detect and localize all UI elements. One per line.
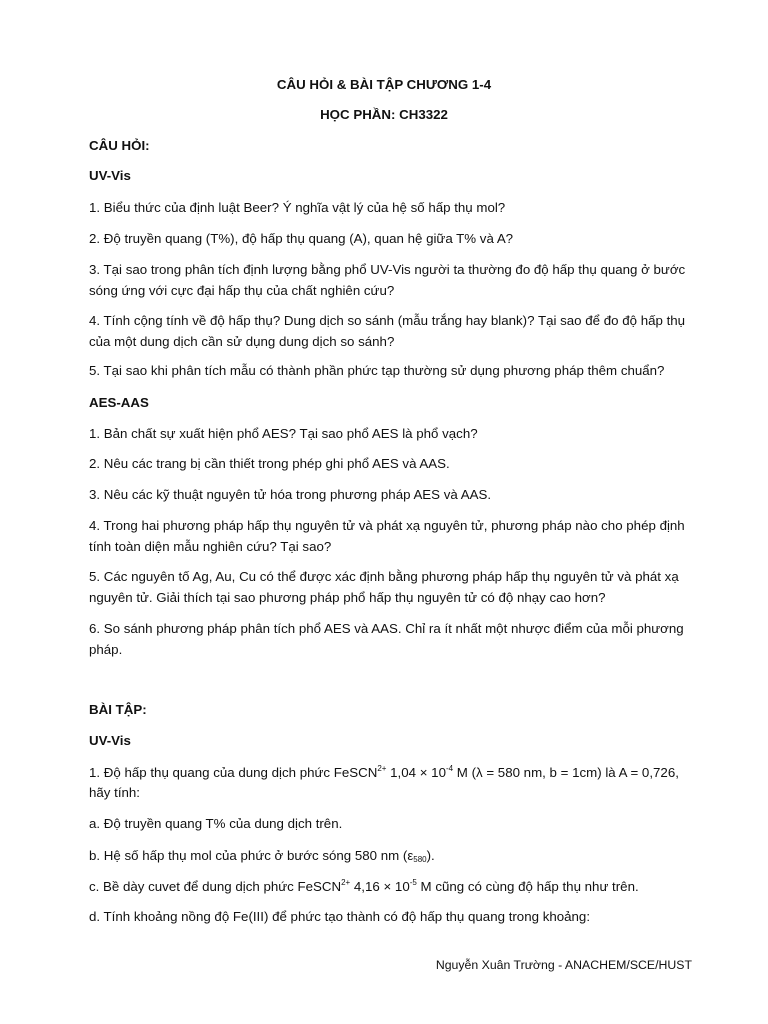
- exercise-1d: d. Tính khoảng nồng độ Fe(III) để phức tạo thành có độ hấp thụ quang trong khoảng:: [89, 909, 591, 924]
- question-aes-4: 4. Trong hai phương pháp hấp thụ nguyên tử và phát xạ nguyên tử, phương pháp nào cho phép định tính toàn diện mẫu nghiên cứu? Tại sao?: [89, 518, 685, 554]
- exercise-1a: a. Độ truyền quang T% của dung dịch trên.: [89, 816, 343, 831]
- questions-uvvis-heading: UV-Vis: [89, 168, 131, 183]
- conditions-text: M (λ = 580 nm, b = 1cm) là A = 0,726,: [453, 765, 679, 780]
- wavelength-subscript: 580: [413, 855, 427, 864]
- question-aes-1: 1. Bản chất sự xuất hiện phổ AES? Tại sao phổ AES là phổ vạch?: [89, 426, 478, 441]
- question-aes-6: 6. So sánh phương pháp phân tích phổ AES và AAS. Chỉ ra ít nhất một nhược điểm của mỗi phương pháp.: [89, 621, 684, 657]
- exercise-1b-text: b. Hệ số hấp thụ mol của phức ở bước sóng 580 nm (ε: [89, 848, 414, 863]
- charge-superscript: 2+: [377, 764, 387, 773]
- exponent-superscript-2: -5: [409, 878, 417, 887]
- exercises-uvvis-heading: UV-Vis: [89, 733, 131, 748]
- question-uvvis-5: 5. Tại sao khi phân tích mẫu có thành phần phức tạp thường sử dụng phương pháp thêm chuẩn?: [89, 363, 665, 378]
- question-aes-2: 2. Nêu các trang bị cần thiết trong phép ghi phổ AES và AAS.: [89, 456, 450, 471]
- document-title: CÂU HỎI & BÀI TẬP CHƯƠNG 1-4: [276, 77, 492, 92]
- page-footer: Nguyễn Xuân Trường - ANACHEM/SCE/HUST: [435, 958, 692, 972]
- exercise-1-prompt: hãy tính:: [89, 785, 141, 800]
- exercise-1-intro: [89, 762, 689, 783]
- charge-superscript-2: 2+: [341, 878, 351, 887]
- question-aes-5: 5. Các nguyên tố Ag, Au, Cu có thể được xác định bằng phương pháp hấp thụ nguyên tử và phát xạ nguyên tử. Giải thích tại sao phương pháp phổ hấp thụ nguyên tử có độ nhạy cao hơn?: [89, 569, 679, 605]
- exponent-superscript: -4: [445, 764, 454, 773]
- exercise-1b: [89, 845, 689, 866]
- question-uvvis-4: 4. Tính cộng tính về độ hấp thụ? Dung dịch so sánh (mẫu trắng hay blank)? Tại sao để đo độ hấp thụ của một dung dịch cần sử dụng dung dịch so sánh?: [89, 313, 686, 349]
- exercise-1c: [89, 876, 689, 897]
- questions-heading: CÂU HỎI:: [89, 138, 150, 153]
- questions-aesaas-heading: AES-AAS: [89, 395, 149, 410]
- question-aes-3: 3. Nêu các kỹ thuật nguyên tử hóa trong phương pháp AES và AAS.: [89, 487, 492, 502]
- question-uvvis-1: 1. Biểu thức của định luật Beer? Ý nghĩa vật lý của hệ số hấp thụ mol?: [89, 200, 506, 215]
- concentration-text-2: 4,16 × 10: [350, 879, 410, 894]
- exercise-1c-text: c. Bề dày cuvet để dung dịch phức FeSCN: [89, 879, 342, 894]
- exercise-1b-end: ).: [426, 848, 435, 863]
- question-uvvis-2: 2. Độ truyền quang (T%), độ hấp thụ quang (A), quan hệ giữa T% và A?: [89, 231, 514, 246]
- exercise-1-intro-text: 1. Độ hấp thụ quang của dung dịch phức FeSCN: [89, 765, 378, 780]
- course-code: HỌC PHẦN: CH3322: [320, 107, 448, 122]
- exercises-heading: BÀI TẬP:: [89, 702, 147, 717]
- concentration-text: 1,04 × 10: [386, 765, 446, 780]
- question-uvvis-3: 3. Tại sao trong phân tích định lượng bằng phổ UV-Vis người ta thường đo độ hấp thụ quang ở bước sóng ứng với cực đại hấp thụ của chất nghiên cứu?: [89, 262, 686, 298]
- exercise-1c-end: M cũng có cùng độ hấp thụ như trên.: [416, 879, 639, 894]
